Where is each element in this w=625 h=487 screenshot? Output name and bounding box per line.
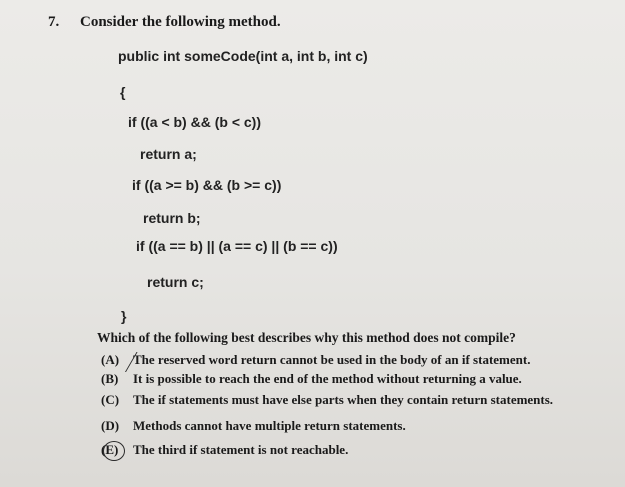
choice-c[interactable]	[101, 392, 553, 408]
code-line-return-b: return b;	[143, 210, 201, 226]
choice-a[interactable]	[101, 352, 530, 368]
pen-circle-mark	[103, 441, 125, 461]
choice-letter: (E)	[101, 442, 119, 457]
code-line-open-brace: {	[120, 84, 126, 100]
choice-text: The if statements must have else parts when they contain return statements.	[133, 392, 554, 407]
choice-text: The third if statement is not reachable.	[133, 442, 349, 457]
code-line-if-1: if ((a < b) && (b < c))	[128, 114, 261, 130]
code-line-return-a: return a;	[140, 146, 197, 162]
choice-b[interactable]	[101, 371, 522, 387]
choice-letter: (D)	[101, 418, 120, 433]
code-line-return-c: return c;	[147, 274, 204, 290]
choice-letter: (C)	[101, 392, 120, 407]
choice-text: Methods cannot have multiple return statements.	[133, 418, 406, 433]
question-stem: Which of the following best describes why this method does not compile?	[97, 330, 516, 345]
choice-d[interactable]	[101, 418, 406, 434]
choice-text: The reserved word return cannot be used in the body of an if statement.	[133, 352, 531, 367]
code-line-if-3: if ((a == b) || (a == c) || (b == c))	[136, 238, 338, 254]
choice-text: It is possible to reach the end of the method without returning a value.	[133, 371, 522, 386]
choice-letter: (A)	[101, 352, 120, 367]
code-line-close-brace: }	[121, 308, 127, 324]
choice-e[interactable]	[101, 442, 348, 458]
code-line-if-2: if ((a >= b) && (b >= c))	[132, 177, 282, 193]
code-line-signature: public int someCode(int a, int b, int c)	[118, 48, 368, 64]
choice-letter: (B)	[101, 371, 119, 386]
question-prompt: Consider the following method.	[80, 14, 281, 30]
question-number: 7.	[48, 14, 60, 30]
